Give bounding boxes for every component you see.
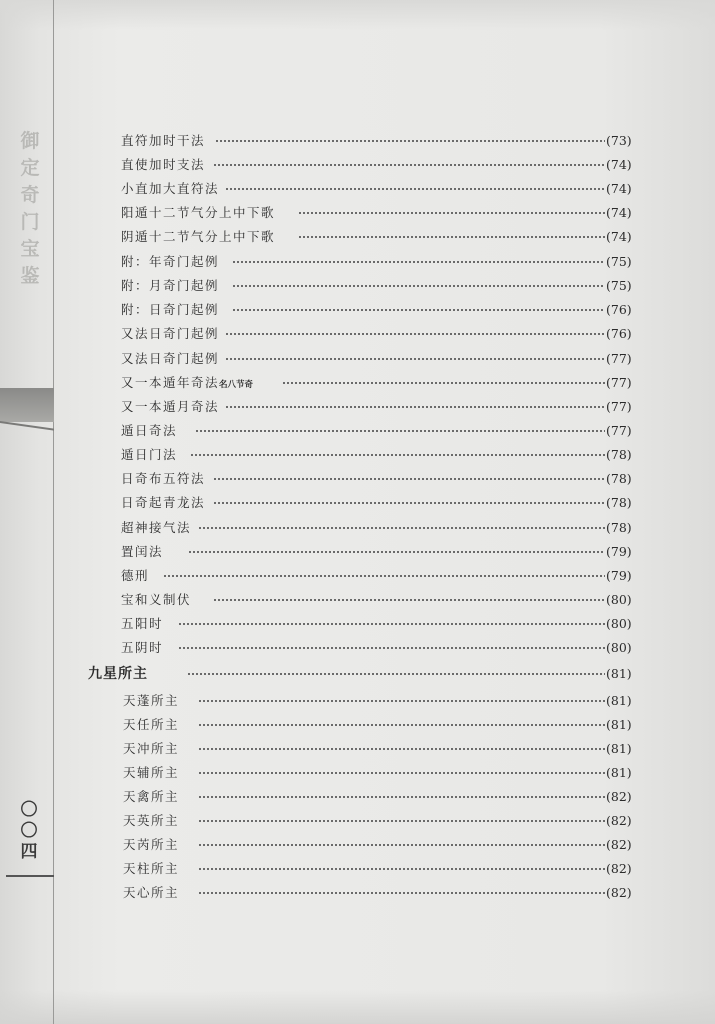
toc-entry[interactable]: [0, 226, 715, 248]
toc-entry-title: 德刑: [121, 568, 150, 583]
toc-entry-title: 附：年奇门起例: [121, 254, 220, 269]
toc-page-number: (81): [606, 666, 632, 681]
toc-dot-leader: [195, 430, 605, 432]
toc-entry-title: 日奇布五符法: [121, 471, 206, 486]
toc-page-number: (78): [606, 495, 632, 510]
toc-entry-title: 置闰法: [121, 544, 164, 559]
toc-entry[interactable]: [0, 882, 715, 904]
toc-entry-title: 直符加时干法: [121, 133, 206, 148]
toc-page-number: (74): [606, 229, 632, 244]
toc-dot-leader: [198, 868, 605, 870]
toc-entry[interactable]: [0, 492, 715, 514]
toc-page-number: (77): [606, 423, 632, 438]
side-title-char: 门: [20, 211, 40, 233]
toc-entry-title: 直使加时支法: [121, 157, 206, 172]
toc-entry-title: 附：日奇门起例: [121, 302, 220, 317]
scan-shadow-bottom: [0, 990, 715, 1024]
toc-entry-title: 天禽所主: [123, 789, 180, 804]
toc-entry[interactable]: [0, 372, 715, 394]
side-title-char: 宝: [20, 238, 40, 260]
toc-dot-leader: [232, 309, 605, 311]
toc-dot-leader: [232, 285, 605, 287]
toc-entry[interactable]: [0, 762, 715, 784]
toc-entry[interactable]: [0, 444, 715, 466]
scan-shadow-top: [0, 0, 715, 30]
toc-entry[interactable]: [0, 251, 715, 273]
toc-entry[interactable]: [0, 714, 715, 736]
toc-entry[interactable]: [0, 858, 715, 880]
toc-entry[interactable]: [0, 834, 715, 856]
toc-entry[interactable]: [0, 154, 715, 176]
toc-entry-title: 阴遁十二节气分上中下歌: [121, 229, 276, 244]
toc-page-number: (76): [606, 302, 632, 317]
toc-entry-title: 天蓬所主: [123, 693, 180, 708]
toc-page-number: (81): [606, 765, 632, 780]
toc-dot-leader: [198, 527, 605, 529]
toc-page-number: (80): [606, 616, 632, 631]
toc-dot-leader: [213, 478, 605, 480]
toc-dot-leader: [198, 796, 605, 798]
toc-dot-leader: [298, 236, 605, 238]
toc-entry[interactable]: [0, 420, 715, 442]
page-number-char: 四: [20, 842, 38, 862]
toc-entry[interactable]: [0, 299, 715, 321]
toc-page-number: (74): [606, 205, 632, 220]
toc-entry-title: 又一本遁月奇法: [121, 399, 220, 414]
toc-dot-leader: [225, 358, 605, 360]
toc-entry-title: 阳遁十二节气分上中下歌: [121, 205, 276, 220]
toc-entry-note: 名八节奇: [219, 380, 254, 390]
toc-dot-leader: [198, 724, 605, 726]
toc-dot-leader: [215, 140, 605, 142]
toc-dot-leader: [198, 748, 605, 750]
toc-page-number: (82): [606, 885, 632, 900]
toc-entry[interactable]: [0, 396, 715, 418]
toc-dot-leader: [282, 382, 605, 384]
toc-entry[interactable]: [0, 565, 715, 587]
side-title-char: 御: [20, 130, 40, 152]
toc-page-number: (81): [606, 693, 632, 708]
toc-page-number: (74): [606, 157, 632, 172]
toc-entry[interactable]: [0, 738, 715, 760]
toc-entry[interactable]: [0, 275, 715, 297]
toc-dot-leader: [163, 575, 605, 577]
toc-dot-leader: [178, 623, 605, 625]
toc-entry-title: 天英所主: [123, 813, 180, 828]
toc-page-number: (79): [606, 568, 632, 583]
toc-page-number: (80): [606, 640, 632, 655]
toc-dot-leader: [232, 261, 605, 263]
toc-page-number: (74): [606, 181, 632, 196]
toc-entry[interactable]: [0, 202, 715, 224]
toc-entry-title: 日奇起青龙法: [121, 495, 206, 510]
toc-dot-leader: [188, 551, 605, 553]
toc-entry[interactable]: [0, 517, 715, 539]
toc-page-number: (78): [606, 471, 632, 486]
toc-entry-title: 超神接气法: [121, 520, 192, 535]
toc-entry-title: 天心所主: [123, 885, 180, 900]
toc-entry-title: 遁日门法: [121, 447, 178, 462]
toc-entry-title: 遁日奇法: [121, 423, 178, 438]
toc-entry-title: 天任所主: [123, 717, 180, 732]
toc-entry[interactable]: [0, 468, 715, 490]
toc-dot-leader: [213, 599, 605, 601]
page-number-char: 〇: [20, 821, 38, 841]
toc-entry-title: 宝和义制伏: [121, 592, 192, 607]
toc-page-number: (76): [606, 326, 632, 341]
toc-entry-title: 五阴时: [121, 640, 164, 655]
toc-page-number: (78): [606, 520, 632, 535]
side-title-char: 奇: [20, 184, 40, 206]
toc-entry-title: 五阳时: [121, 616, 164, 631]
side-title-char: 鉴: [20, 265, 40, 287]
toc-page-number: (81): [606, 741, 632, 756]
toc-entry-title: 天芮所主: [123, 837, 180, 852]
toc-dot-leader: [225, 406, 605, 408]
toc-page-number: (78): [606, 447, 632, 462]
toc-entry-title: 天冲所主: [123, 741, 180, 756]
toc-dot-leader: [225, 188, 605, 190]
toc-dot-leader: [225, 333, 605, 335]
toc-dot-leader: [198, 892, 605, 894]
toc-page-number: (82): [606, 837, 632, 852]
toc-entry-title: 又法日奇门起例: [121, 351, 220, 366]
toc-dot-leader: [178, 647, 605, 649]
toc-entry-title: 天柱所主: [123, 861, 180, 876]
toc-section-heading[interactable]: [0, 663, 715, 685]
toc-entry[interactable]: [0, 589, 715, 611]
side-title-char: 定: [20, 157, 40, 179]
toc-entry[interactable]: [0, 130, 715, 152]
toc-page-number: (73): [606, 133, 632, 148]
toc-entry[interactable]: [0, 786, 715, 808]
toc-page-number: (77): [606, 399, 632, 414]
toc-entry[interactable]: [0, 637, 715, 659]
page-number-char: 〇: [20, 800, 38, 820]
toc-page-number: (77): [606, 351, 632, 366]
toc-dot-leader: [198, 772, 605, 774]
toc-entry[interactable]: [0, 323, 715, 345]
toc-entry-title: 附：月奇门起例: [121, 278, 220, 293]
toc-dot-leader: [198, 844, 605, 846]
toc-entry-title: 又法日奇门起例: [121, 326, 220, 341]
toc-entry[interactable]: [0, 613, 715, 635]
toc-entry-title: 九星所主: [88, 666, 148, 682]
toc-page-number: (81): [606, 717, 632, 732]
toc-entry[interactable]: [0, 541, 715, 563]
toc-dot-leader: [298, 212, 605, 214]
toc-entry-title: 又一本遁年奇法名八节奇: [121, 375, 254, 390]
toc-entry[interactable]: [0, 348, 715, 370]
toc-dot-leader: [187, 673, 605, 675]
toc-entry[interactable]: [0, 690, 715, 712]
toc-entry[interactable]: [0, 178, 715, 200]
toc-entry-title: 天辅所主: [123, 765, 180, 780]
toc-page-number: (75): [606, 254, 632, 269]
toc-page-number: (80): [606, 592, 632, 607]
toc-page-number: (77): [606, 375, 632, 390]
toc-page-number: (82): [606, 789, 632, 804]
toc-dot-leader: [198, 700, 605, 702]
toc-page-number: (79): [606, 544, 632, 559]
toc-entry-title: 小直加大直符法: [121, 181, 220, 196]
toc-dot-leader: [213, 502, 605, 504]
toc-dot-leader: [198, 820, 605, 822]
toc-dot-leader: [213, 164, 605, 166]
toc-entry[interactable]: [0, 810, 715, 832]
toc-dot-leader: [190, 454, 605, 456]
toc-page-number: (82): [606, 813, 632, 828]
toc-page-number: (82): [606, 861, 632, 876]
toc-page-number: (75): [606, 278, 632, 293]
